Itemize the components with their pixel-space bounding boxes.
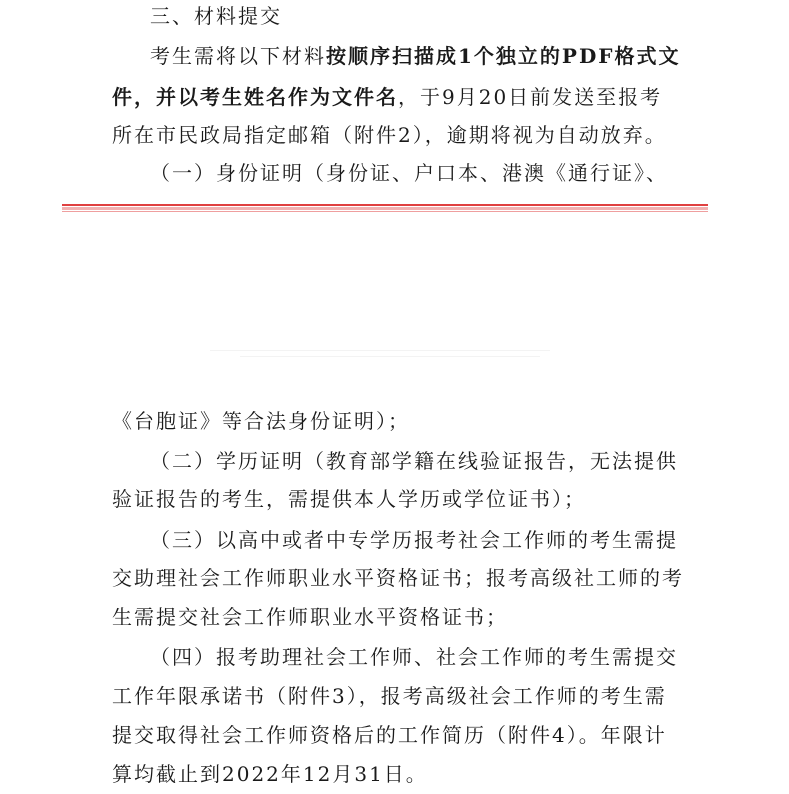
page-break-line-lower [62, 211, 708, 212]
item-4-line-2: 工作年限承诺书（附件3），报考高级社会工作师的考生需 [112, 684, 667, 708]
scan-trace [210, 350, 550, 351]
scan-trace [240, 356, 540, 357]
para1-bold-filename: 件，并以考生姓名作为文件名 [112, 85, 398, 109]
page-break-line [62, 204, 708, 206]
item-3-line-2: 交助理社会工作师职业水平资格证书；报考高级社工师的考 [112, 566, 684, 590]
item-3-line-1: （三）以高中或者中专学历报考社会工作师的考生需提 [150, 528, 678, 552]
para1-plain-text: 考生需将以下材料 [150, 44, 326, 68]
page-break-line-shadow [62, 207, 708, 210]
section-heading: 三、材料提交 [150, 4, 282, 28]
paragraph-1-line-2 [112, 85, 662, 109]
paragraph-1-line-1 [150, 44, 681, 68]
item-1-line-2: 《台胞证》等合法身份证明）； [112, 409, 410, 433]
item-4-line-1: （四）报考助理社会工作师、社会工作师的考生需提交 [150, 645, 678, 669]
para1-deadline-text: ，于9月20日前发送至报考 [398, 85, 663, 109]
item-1-line-1: （一）身份证明（身份证、户口本、港澳《通行证》、 [150, 161, 668, 185]
item-2-line-1: （二）学历证明（教育部学籍在线验证报告，无法提供 [150, 449, 678, 473]
paragraph-1-line-3: 所在市民政局指定邮箱（附件2），逾期将视为自动放弃。 [112, 123, 667, 147]
item-2-line-2: 验证报告的考生，需提供本人学历或学位证书）； [112, 487, 586, 511]
para1-bold-text: 按顺序扫描成1个独立的PDF格式文 [326, 44, 681, 68]
item-3-line-3: 生需提交社会工作师职业水平资格证书； [112, 605, 508, 629]
item-4-line-3: 提交取得社会工作师资格后的工作简历（附件4）。年限计 [112, 723, 667, 747]
item-4-line-4: 算均截止到2022年12月31日。 [112, 762, 428, 786]
